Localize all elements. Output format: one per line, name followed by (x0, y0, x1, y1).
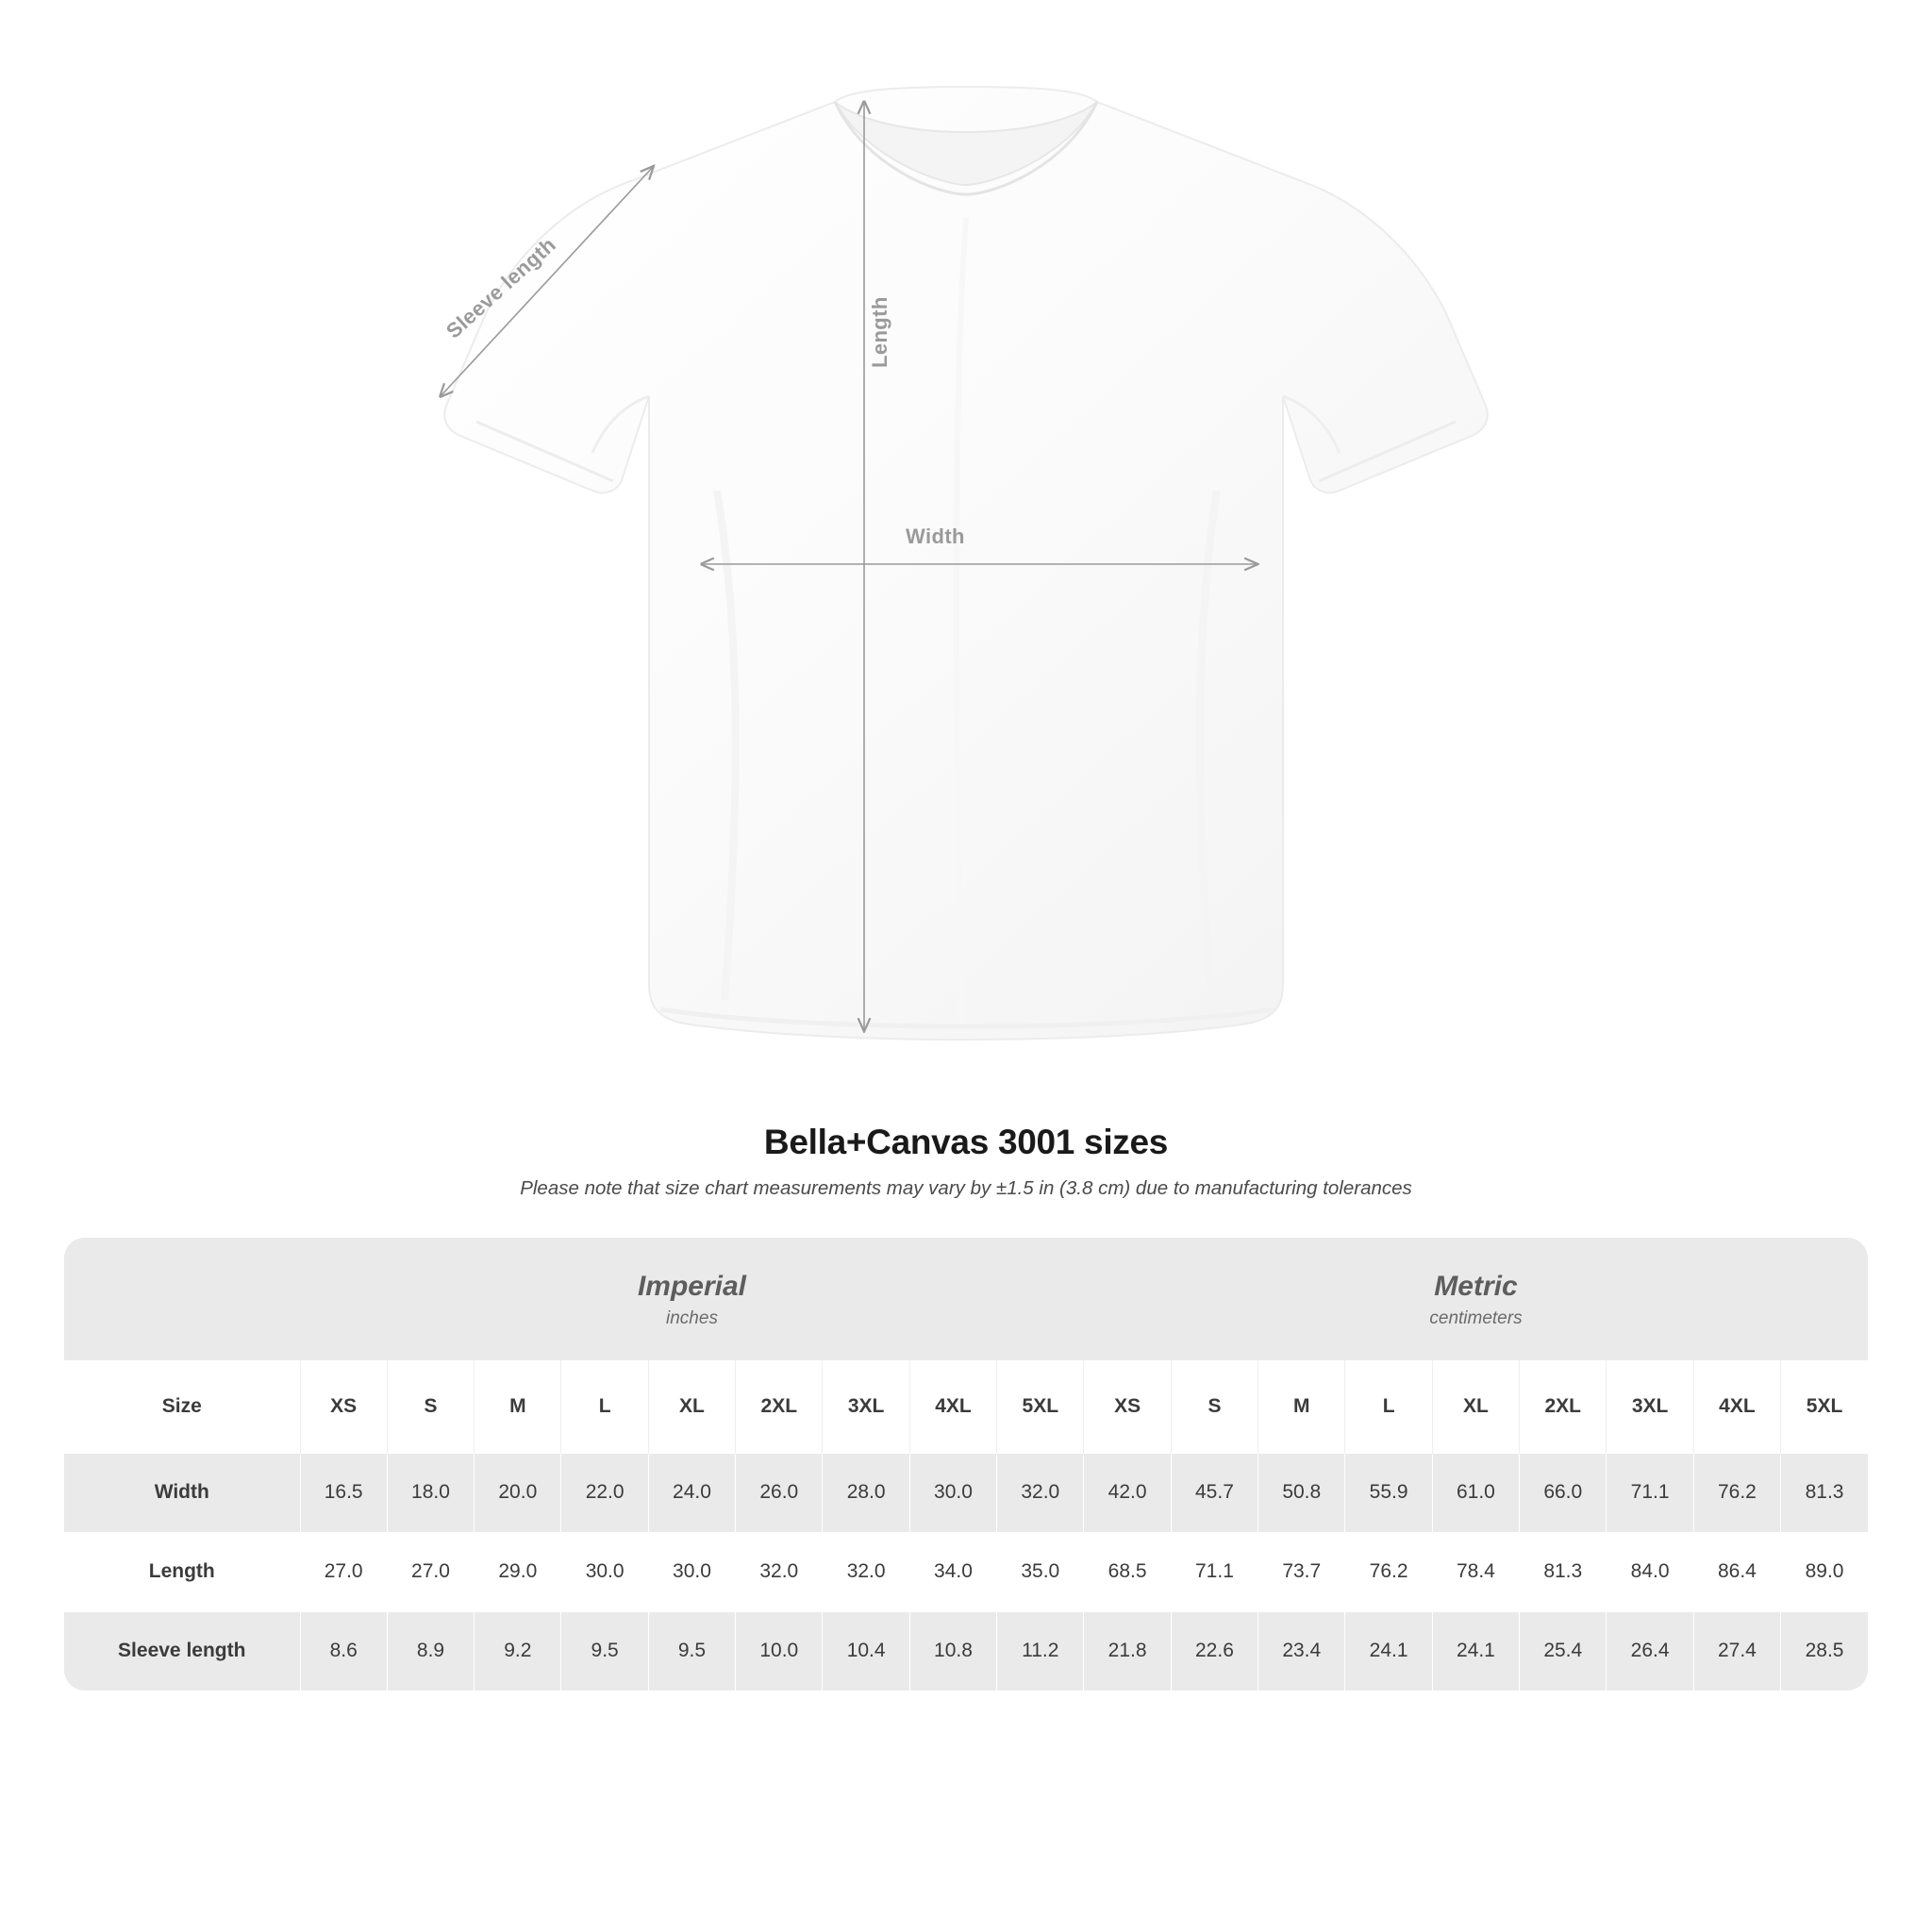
cell-sleeve-length: 24.1 (1345, 1611, 1432, 1690)
size-header-cell: 4XL (909, 1360, 996, 1453)
cell-sleeve-length: 10.8 (909, 1611, 996, 1690)
unit-header-row (64, 1238, 1868, 1360)
unit-group-metric-subtitle: centimeters (1429, 1307, 1523, 1328)
size-header-cell: XL (1432, 1360, 1519, 1453)
size-header-cell: L (1345, 1360, 1432, 1453)
cell-sleeve-length: 26.4 (1607, 1611, 1693, 1690)
table-row (64, 1611, 1868, 1690)
page-title: Bella+Canvas 3001 sizes (763, 1123, 1169, 1161)
cell-width: 16.5 (300, 1453, 387, 1532)
size-header-cell: S (387, 1360, 474, 1453)
cell-length: 89.0 (1781, 1532, 1868, 1611)
unit-group-metric (1084, 1238, 1868, 1360)
cell-width: 42.0 (1084, 1453, 1171, 1532)
size-header-cell: 2XL (1520, 1360, 1607, 1453)
cell-length: 27.0 (300, 1532, 387, 1611)
cell-length: 30.0 (648, 1532, 735, 1611)
cell-length: 30.0 (561, 1532, 648, 1611)
unit-group-metric-title: Metric (1434, 1271, 1518, 1303)
cell-length: 81.3 (1520, 1532, 1607, 1611)
cell-sleeve-length: 9.2 (475, 1611, 561, 1690)
cell-sleeve-length: 11.2 (997, 1611, 1084, 1690)
size-table (64, 1238, 1868, 1690)
cell-length: 73.7 (1258, 1532, 1345, 1611)
unit-header-spacer (64, 1238, 300, 1360)
row-label-width: Width (64, 1453, 300, 1532)
size-header-cell: 3XL (1607, 1360, 1693, 1453)
cell-length: 78.4 (1432, 1532, 1519, 1611)
cell-sleeve-length: 24.1 (1432, 1611, 1519, 1690)
cell-sleeve-length: 28.5 (1781, 1611, 1868, 1690)
sleeve-length-dimension-label: Sleeve length (441, 232, 560, 343)
size-header-cell: M (1258, 1360, 1345, 1453)
cell-width: 26.0 (736, 1453, 823, 1532)
size-table-container (64, 1238, 1868, 1690)
length-dimension-label: Length (868, 296, 891, 368)
cell-width: 81.3 (1781, 1453, 1868, 1532)
cell-length: 68.5 (1084, 1532, 1171, 1611)
cell-width: 55.9 (1345, 1453, 1432, 1532)
row-label-length: Length (64, 1532, 300, 1611)
shirt-body (444, 87, 1487, 1040)
size-header-row (64, 1360, 1868, 1453)
cell-width: 66.0 (1520, 1453, 1607, 1532)
cell-length: 76.2 (1345, 1532, 1432, 1611)
cell-sleeve-length: 23.4 (1258, 1611, 1345, 1690)
cell-width: 18.0 (387, 1453, 474, 1532)
cell-sleeve-length: 10.0 (736, 1611, 823, 1690)
size-header-cell: M (475, 1360, 561, 1453)
cell-width: 24.0 (648, 1453, 735, 1532)
size-header-label: Size (64, 1360, 300, 1453)
cell-width: 30.0 (909, 1453, 996, 1532)
size-header-cell: 5XL (1781, 1360, 1868, 1453)
cell-length: 71.1 (1171, 1532, 1257, 1611)
size-header-cell: L (561, 1360, 648, 1453)
cell-width: 61.0 (1432, 1453, 1519, 1532)
cell-width: 71.1 (1607, 1453, 1693, 1532)
cell-sleeve-length: 9.5 (561, 1611, 648, 1690)
size-header-cell: S (1171, 1360, 1257, 1453)
cell-sleeve-length: 25.4 (1520, 1611, 1607, 1690)
size-header-cell: 3XL (823, 1360, 909, 1453)
cell-sleeve-length: 27.4 (1693, 1611, 1780, 1690)
cell-length: 32.0 (736, 1532, 823, 1611)
title-block (0, 1123, 1932, 1200)
table-row (64, 1532, 1868, 1611)
cell-width: 28.0 (823, 1453, 909, 1532)
cell-width: 50.8 (1258, 1453, 1345, 1532)
tolerance-note: Please note that size chart measurements may vary by ±1.5 in (3.8 cm) due to manufacturing tolerances (520, 1177, 1412, 1199)
width-dimension-label: Width (906, 525, 965, 548)
size-header-cell: 5XL (997, 1360, 1084, 1453)
cell-sleeve-length: 8.9 (387, 1611, 474, 1690)
cell-width: 20.0 (475, 1453, 561, 1532)
row-label-sleeve-length: Sleeve length (64, 1611, 300, 1690)
size-header-cell: XS (300, 1360, 387, 1453)
cell-sleeve-length: 8.6 (300, 1611, 387, 1690)
unit-group-imperial-subtitle: inches (666, 1307, 718, 1328)
cell-length: 86.4 (1693, 1532, 1780, 1611)
size-header-cell: 4XL (1693, 1360, 1780, 1453)
cell-width: 45.7 (1171, 1453, 1257, 1532)
cell-length: 29.0 (475, 1532, 561, 1611)
cell-width: 76.2 (1693, 1453, 1780, 1532)
cell-length: 27.0 (387, 1532, 474, 1611)
cell-width: 22.0 (561, 1453, 648, 1532)
size-header-cell: XL (648, 1360, 735, 1453)
unit-group-imperial-title: Imperial (637, 1271, 746, 1303)
cell-sleeve-length: 9.5 (648, 1611, 735, 1690)
cell-length: 35.0 (997, 1532, 1084, 1611)
cell-sleeve-length: 21.8 (1084, 1611, 1171, 1690)
size-header-cell: XS (1084, 1360, 1171, 1453)
cell-length: 84.0 (1607, 1532, 1693, 1611)
table-row (64, 1453, 1868, 1532)
size-header-cell: 2XL (736, 1360, 823, 1453)
cell-sleeve-length: 22.6 (1171, 1611, 1257, 1690)
cell-length: 32.0 (823, 1532, 909, 1611)
cell-width: 32.0 (997, 1453, 1084, 1532)
unit-group-imperial (300, 1238, 1084, 1360)
cell-sleeve-length: 10.4 (823, 1611, 909, 1690)
cell-length: 34.0 (909, 1532, 996, 1611)
